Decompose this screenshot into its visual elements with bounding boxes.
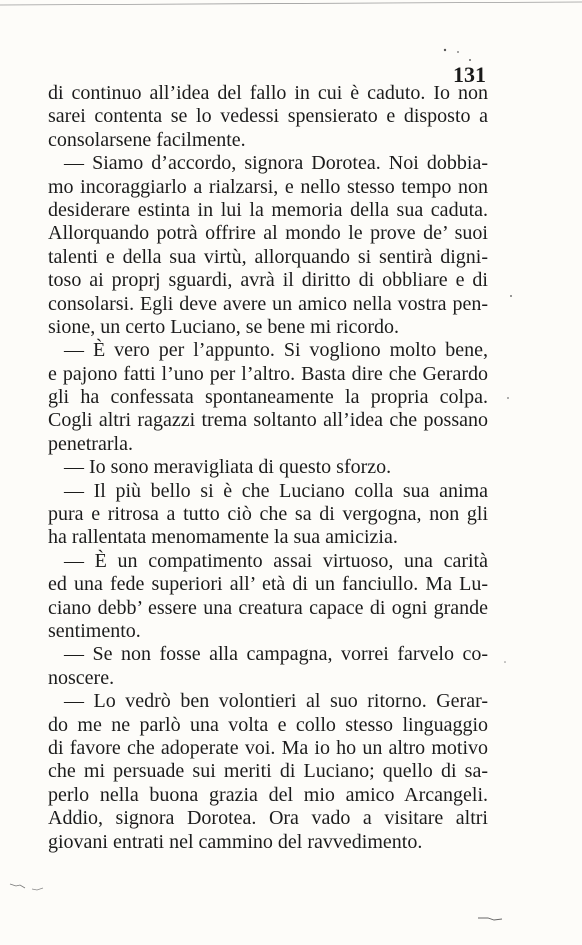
text-line: — Lo vedrò ben volontieri al suo ritorno. Gerar- bbox=[64, 690, 488, 713]
text-line: pura e ritrosa a tutto ciò che sa di vergogna, non gli bbox=[48, 503, 488, 526]
text-line: sarei contenta se lo vedessi spensierato e disposto a bbox=[48, 105, 488, 128]
text-line: — È vero per l’appunto. Si vogliono molto bene, bbox=[64, 339, 488, 362]
text-line: perlo nella buona grazia del mio amico Arcangeli. bbox=[48, 783, 488, 806]
text-line: Addio, signora Dorotea. Ora vado a visitare altri bbox=[48, 807, 488, 830]
text-line: toso ai proprj sguardi, avrà il diritto di obbliare e di bbox=[48, 269, 488, 292]
page-number: 131 bbox=[453, 62, 486, 87]
text-line: sentimento. bbox=[48, 619, 141, 642]
text-line: sione, un certo Luciano, se bene mi ricordo. bbox=[48, 315, 399, 338]
text-line: ciano debb’ essere una creatura capace di ogni grande bbox=[48, 596, 488, 619]
text-line: gli ha confessata spontaneamente la propria colpa. bbox=[48, 386, 488, 409]
text-line: Cogli altri ragazzi trema soltanto all’idea che possano bbox=[48, 409, 488, 432]
text-line: noscere. bbox=[48, 666, 115, 689]
text-line: giovani entrati nel cammino del ravvedimento. bbox=[48, 830, 423, 853]
text-line: e pajono fatti l’uno per l’altro. Basta dire che Gerardo bbox=[48, 362, 488, 385]
text-line: — È un compatimento assai virtuoso, una carità bbox=[64, 549, 488, 572]
text-line: che mi persuade sui meriti di Luciano; quello di sa- bbox=[48, 760, 488, 783]
text-line: consolarsene facilmente. bbox=[48, 128, 246, 151]
text-line: di favore che adoperate voi. Ma io ho un altro motivo bbox=[48, 736, 488, 759]
text-line: — Io sono meravigliata di questo sforzo. bbox=[64, 456, 392, 479]
text-line: — Se non fosse alla campagna, vorrei farvelo co- bbox=[64, 643, 488, 666]
body-text bbox=[48, 82, 488, 854]
text-line: di continuo all’idea del fallo in cui è caduto. Io non bbox=[48, 82, 488, 104]
text-line: mo incoraggiarlo a rialzarsi, e nello stesso tempo non bbox=[48, 175, 488, 198]
text-line: consolarsi. Egli deve avere un amico nella vostra pen- bbox=[48, 292, 488, 315]
text-line: Allorquando potrà offrire al mondo le prove de’ suoi bbox=[48, 222, 488, 245]
text-line: — Siamo d’accordo, signora Dorotea. Noi dobbia- bbox=[64, 152, 488, 175]
text-line: talenti e della sua virtù, allorquando si sentirà digni- bbox=[48, 245, 488, 268]
text-line: ha rallentata menomamente la sua amicizia. bbox=[48, 526, 398, 549]
text-line: ed una fede superiori all’ età di un fanciullo. Ma Lu- bbox=[48, 573, 488, 596]
text-line: do me ne parlò una volta e collo stesso linguaggio bbox=[48, 713, 488, 736]
text-line: penetrarla. bbox=[48, 432, 133, 455]
text-line: desiderare estinta in lui la memoria della sua caduta. bbox=[48, 198, 488, 221]
text-line: — Il più bello si è che Luciano colla sua anima bbox=[64, 479, 488, 502]
